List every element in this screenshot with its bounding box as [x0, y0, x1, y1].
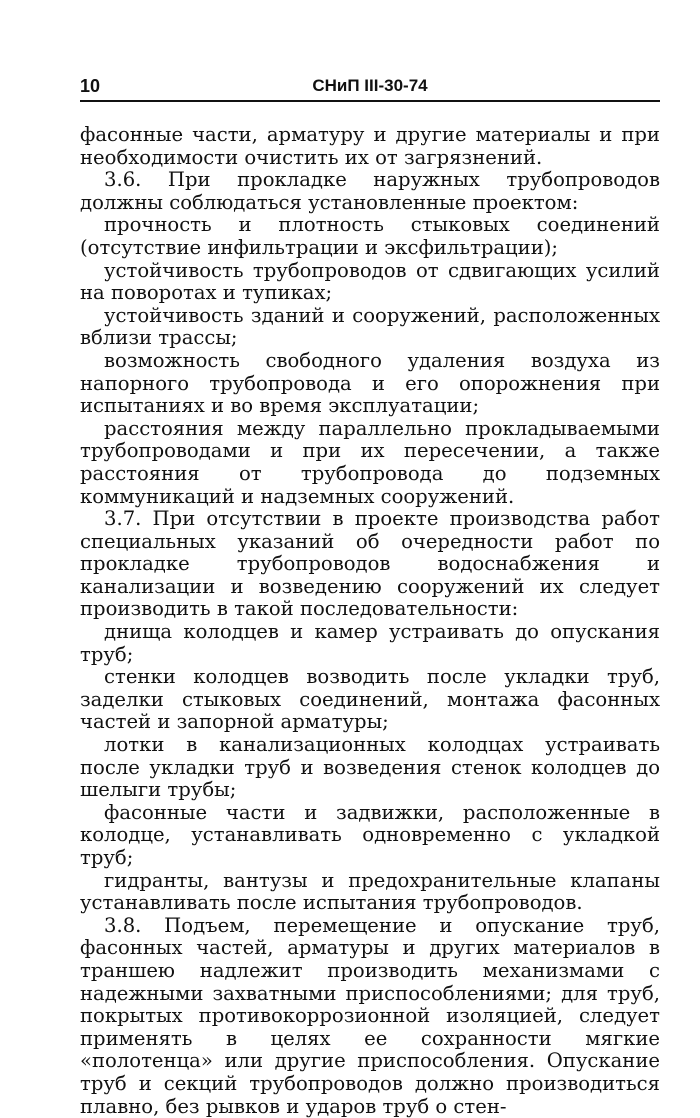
section-3-6: 3.6. При прокладке наружных трубопроводов должны соблюдаться установленные проектом: — [80, 168, 660, 214]
section-3-7: 3.7. При отсутствии в проекте производства работ специальных указаний об очередности работ по прокладке трубопроводов водоснабжения и канализации и возведению сооружений их следует производить в такой последовательности: — [80, 507, 660, 621]
list-item: прочность и плотность стыковых соединений (отсутствие инфильтрации и эксфильтрации); — [80, 213, 660, 259]
list-item: гидранты, вантузы и предохранительные клапаны устанавливать после испытания трубопроводов. — [80, 868, 660, 915]
paragraph-continuation: фасонные части, арматуру и другие материалы и при необходимости очистить их от загрязнений. — [80, 123, 660, 169]
document-body — [80, 124, 660, 1118]
list-item: стенки колодцев возводить после укладки труб, заделки стыковых соединений, монтажа фасонных частей и запорной арматуры; — [80, 665, 660, 734]
list-item: лотки в канализационных колодцах устраивать после укладки труб и возведения стенок колодцев до шелыги трубы; — [80, 733, 660, 802]
document-code: СНиП III-30-74 — [312, 76, 428, 95]
list-item: устойчивость трубопроводов от сдвигающих усилий на поворотах и тупиках; — [80, 258, 660, 305]
section-3-8: 3.8. Подъем, перемещение и опускание труб, фасонных частей, арматуры и других материалов в траншею надлежит производить механизмами с надежными захватными приспособлениями; для труб, покрытых противокоррозионной изоляцией, следует применять в целях ее сохранности мягкие «полотенца» или другие приспособления. Опускание труб и секций трубопроводов должно производиться плавно, без рывков и ударов труб о стен- — [80, 913, 660, 1118]
list-item: возможность свободного удаления воздуха из напорного трубопровода и его опорожнения при испытаниях и во время эксплуатации; — [80, 348, 660, 418]
list-item: днища колодцев и камер устраивать до опускания труб; — [80, 620, 660, 666]
page-number: 10 — [80, 76, 101, 96]
page-header — [80, 74, 660, 102]
list-item: расстояния между параллельно прокладываемыми трубопроводами и при их пересечении, а также расстояния от трубопровода до подземных коммуникаций и надземных сооружений. — [80, 416, 660, 508]
list-item: фасонные части и задвижки, расположенные в колодце, устанавливать одновременно с укладкой труб; — [80, 800, 660, 869]
list-item: устойчивость зданий и сооружений, расположенных вблизи трассы; — [80, 303, 660, 350]
